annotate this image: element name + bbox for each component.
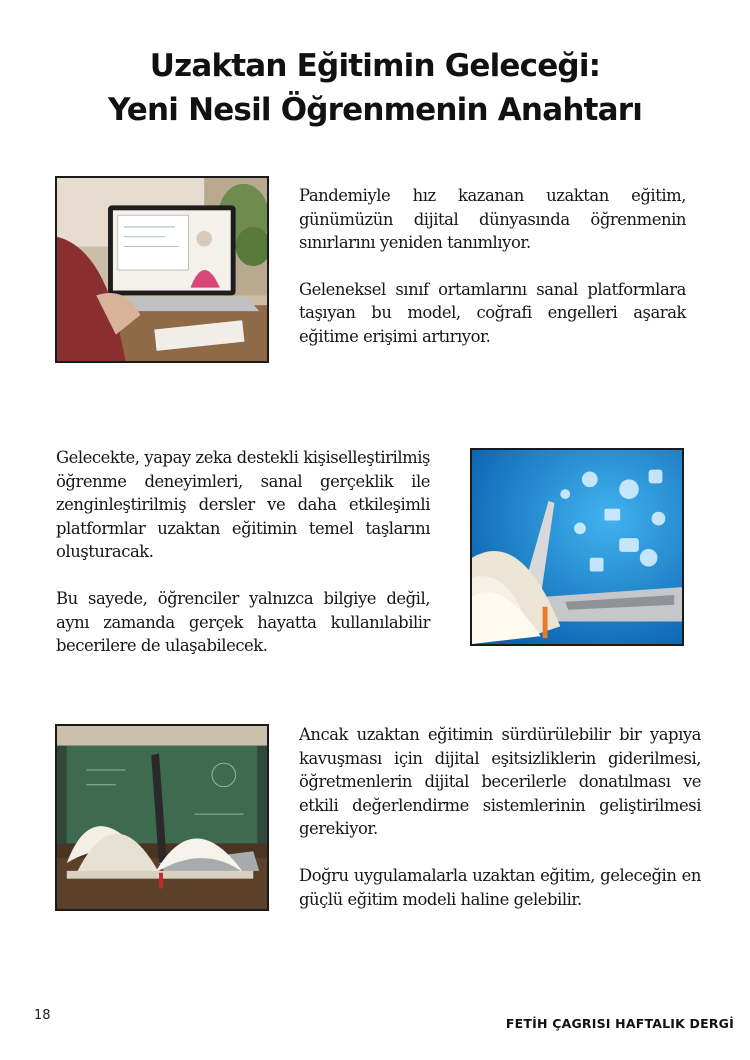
online-class-image xyxy=(55,176,269,363)
section-1-paragraph-1: Pandemiyle hız kazanan uzaktan eğitim, günümüzün dijital dünyasında öğrenmenin sınırlarını yeniden tanımlıyor. xyxy=(299,186,686,253)
page-number: 18 xyxy=(34,1008,51,1023)
title-line-2: Yeni Nesil Öğrenmenin Anahtarı xyxy=(107,92,643,128)
section-1-text xyxy=(299,184,686,349)
publication-name: FETİH ÇAGRISI HAFTALIK DERGİ xyxy=(505,1016,734,1031)
book-laptop-image xyxy=(55,724,269,911)
article-title xyxy=(0,44,750,132)
title-line-1: Uzaktan Eğitimin Geleceği: xyxy=(149,48,601,84)
section-2-paragraph-2: Bu sayede, öğrenciler yalnızca bilgiye değil, aynı zamanda gerçek hayatta kullanılabilir becerilere de ulaşabilecek. xyxy=(56,588,430,656)
digital-book-image xyxy=(470,448,684,646)
section-3-text xyxy=(299,723,701,911)
section-3-paragraph-1: Ancak uzaktan eğitimin sürdürülebilir bir yapıya kavuşması için dijital eşitsizliklerin giderilmesi, öğretmenlerin dijital becerilerle donatılması ve etkili değerlendirme sistemlerinin geliştirilmesi gerekiyor. xyxy=(299,725,701,839)
section-2-text xyxy=(56,446,430,658)
section-3-paragraph-2: Doğru uygulamalarla uzaktan eğitim, geleceğin en güçlü eğitim modeli haline gelebilir. xyxy=(299,865,701,909)
section-2-paragraph-1: Gelecekte, yapay zeka destekli kişiselleştirilmiş öğrenme deneyimleri, sanal gerçeklik ile zenginleştirilmiş dersler ve daha etkileşimli platformlar uzaktan eğitimin temel taşlarını oluşturacak. xyxy=(56,448,430,562)
section-1-paragraph-2: Geleneksel sınıf ortamlarını sanal platformlara taşıyan bu model, coğrafi engelleri aşarak eğitime erişimi artırıyor. xyxy=(299,279,686,346)
